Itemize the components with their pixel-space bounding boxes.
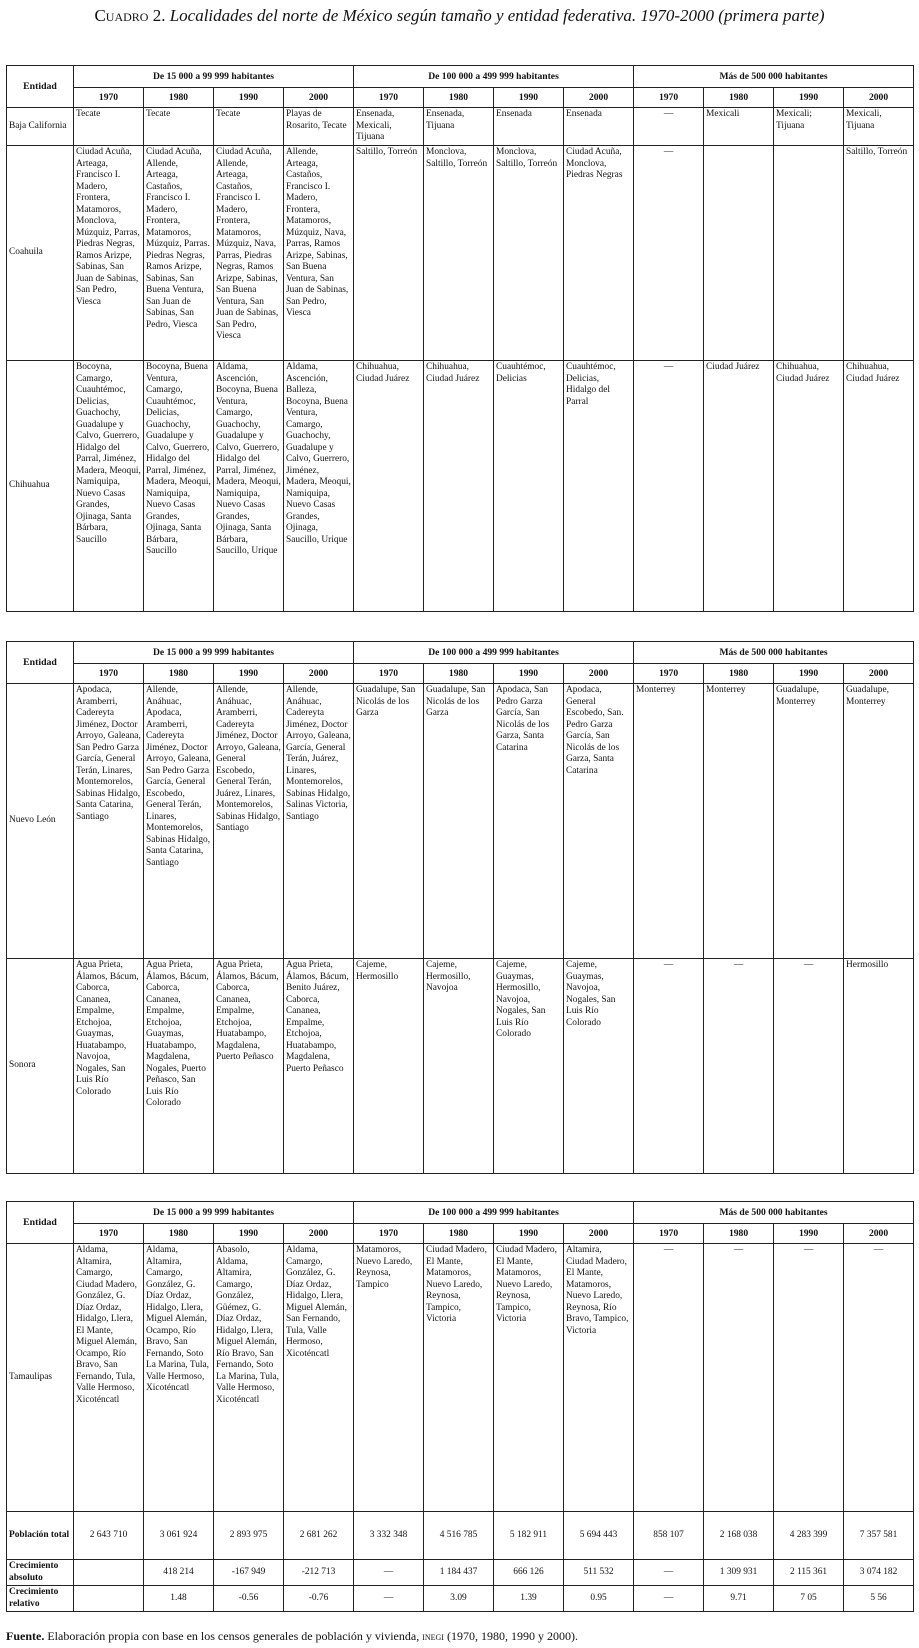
- summary-value: 5 694 443: [564, 1512, 634, 1560]
- year-header: 1990: [494, 664, 564, 684]
- entidad-header: Entidad: [7, 642, 74, 684]
- header-row-groups: [7, 1202, 914, 1224]
- localities-cell: Allende, Anáhuac, Aramberri, Cadereyta Jiménez, Doctor Arroyo, Galeana, General Escobedo, General Terán, Juárez, Linares, Montemorelos, Sabinas Hidalgo, Santiago: [214, 684, 284, 959]
- localities-cell: Mexicali; Tijuana: [774, 108, 844, 146]
- state-name: Tamaulipas: [7, 1244, 74, 1512]
- group-header: Más de 500 000 habitantes: [634, 66, 914, 88]
- summary-value: -0.56: [214, 1586, 284, 1612]
- localities-cell: Aldama, Altamira, Camargo, González, G. Díaz Ordaz, Hidalgo, Llera, Miguel Alemán, Ocampo, Río Bravo, San Fernando, Soto La Marina, Tula, Valle Hermoso, Xicoténcatl: [144, 1244, 214, 1512]
- summary-value: 3.09: [424, 1586, 494, 1612]
- localities-cell: Ensenada, Tijuana: [424, 108, 494, 146]
- localities-cell: Chihuahua, Ciudad Juárez: [844, 361, 914, 612]
- localities-cell: Tecate: [144, 108, 214, 146]
- localities-cell: Ciudad Acuña, Arteaga, Francisco I. Madero, Frontera, Matamoros, Monclova, Múzquiz, Parras, Piedras Negras, Ramos Arizpe, Sabinas, San Juan de Sabinas, San Pedro, Viesca: [74, 146, 144, 361]
- localities-cell: Bocoyna, Buena Ventura, Camargo, Cuauhtémoc, Delicias, Guachochy, Guadalupe y Calvo, Guerrero, Hidalgo del Parral, Jiménez, Madera, Meoqui, Namiquipa, Nuevo Casas Grandes, Ojinaga, Santa Bárbara, Saucillo: [144, 361, 214, 612]
- group-header: De 100 000 a 499 999 habitantes: [354, 66, 634, 88]
- summary-value: -167 949: [214, 1560, 284, 1586]
- group-header: De 100 000 a 499 999 habitantes: [354, 642, 634, 664]
- localities-cell: Chihuahua, Ciudad Juárez: [354, 361, 424, 612]
- summary-value: 0.95: [564, 1586, 634, 1612]
- year-header: 1970: [634, 1224, 704, 1244]
- localities-cell: Monclova, Saltillo, Torreón: [494, 146, 564, 361]
- localities-cell: Agua Prieta, Álamos, Bácum, Benito Juárez, Caborca, Cananea, Empalme, Etchojoa, Huatabampo, Magdalena, Puerto Peñasco: [284, 959, 354, 1174]
- localities-cell: Hermosillo: [844, 959, 914, 1174]
- summary-value: -0.76: [284, 1586, 354, 1612]
- localities-cell: Monterrey: [704, 684, 774, 959]
- localities-cell: Mexicali: [704, 108, 774, 146]
- summary-value: 666 126: [494, 1560, 564, 1586]
- year-header: 1990: [214, 664, 284, 684]
- summary-value: 4 283 399: [774, 1512, 844, 1560]
- localities-cell: Abasolo, Aldama, Altamira, Camargo, González, Güémez, G. Díaz Ordaz, Hidalgo, Llera, Miguel Alemán, Río Bravo, San Fernando, Soto La Marina, Tula, Valle Hermoso, Xicoténcatl: [214, 1244, 284, 1512]
- state-row: [7, 959, 914, 1174]
- header-row-years: [7, 88, 914, 108]
- year-header: 1980: [424, 1224, 494, 1244]
- localities-cell: Guadalupe, Monterrey: [774, 684, 844, 959]
- year-header: 1970: [354, 88, 424, 108]
- summary-value: [74, 1560, 144, 1586]
- header-row-years: [7, 1224, 914, 1244]
- header-row-groups: [7, 66, 914, 88]
- state-row: [7, 108, 914, 146]
- header-row-groups: [7, 642, 914, 664]
- year-header: 2000: [564, 88, 634, 108]
- year-header: 1980: [704, 664, 774, 684]
- year-header: 1970: [74, 664, 144, 684]
- summary-value: 1.39: [494, 1586, 564, 1612]
- summary-value: 2 893 975: [214, 1512, 284, 1560]
- summary-value: [74, 1586, 144, 1612]
- year-header: 1990: [774, 1224, 844, 1244]
- year-header: 1980: [424, 88, 494, 108]
- group-header: De 15 000 a 99 999 habitantes: [74, 66, 354, 88]
- summary-value: 3 074 182: [844, 1560, 914, 1586]
- localities-cell: Aldama, Camargo, González, G. Díaz Ordaz, Hidalgo, Llera, Miguel Alemán, San Fernando, Tula, Valle Hermoso, Xicoténcatl: [284, 1244, 354, 1512]
- source-text-after: (1970, 1980, 1990 y 2000).: [446, 1629, 578, 1643]
- localities-cell: Ciudad Madero, El Mante, Matamoros, Nuevo Laredo, Reynosa, Tampico, Victoria: [494, 1244, 564, 1512]
- localities-cell: Bocoyna, Camargo, Cuauhtémoc, Delicias, Guachochy, Guadalupe y Calvo, Guerrero, Hidalgo del Parral, Jiménez, Madera, Meoqui, Namiquipa, Nuevo Casas Grandes, Ojinaga, Santa Bárbara, Saucillo: [74, 361, 144, 612]
- summary-value: 1 184 437: [424, 1560, 494, 1586]
- localities-cell: Ciudad Acuña, Allende, Arteaga, Castaños, Francisco I. Madero, Frontera, Matamoros, Múzquiz, Nava, Parras, Piedras Negras, Ramos Arizpe, Sabinas, San Buena Ventura, San Juan de Sabinas, San Pedro, Viesca: [214, 146, 284, 361]
- summary-value: 2 681 262: [284, 1512, 354, 1560]
- summary-label: Crecimiento absoluto: [7, 1560, 74, 1586]
- localities-cell: Aldama, Ascención, Bocoyna, Buena Ventura, Camargo, Guachochy, Guadalupe y Calvo, Guerrero, Hidalgo del Parral, Jiménez, Madera, Meoqui, Namiquipa, Nuevo Casas Grandes, Ojinaga, Santa Bárbara, Saucillo, Urique: [214, 361, 284, 612]
- localities-cell: Monterrey: [634, 684, 704, 959]
- localities-cell: Ciudad Acuña, Monclova, Piedras Negras: [564, 146, 634, 361]
- group-header: De 100 000 a 499 999 habitantes: [354, 1202, 634, 1224]
- year-header: 2000: [284, 88, 354, 108]
- localities-cell: Cajeme, Hermosillo: [354, 959, 424, 1174]
- localities-cell: —: [634, 108, 704, 146]
- year-header: 2000: [844, 664, 914, 684]
- localities-cell: [704, 146, 774, 361]
- year-header: 1990: [214, 1224, 284, 1244]
- summary-value: 7 05: [774, 1586, 844, 1612]
- source-text-before: Elaboración propia con base en los censos generales de población y vivienda,: [47, 1629, 420, 1643]
- year-header: 1980: [144, 664, 214, 684]
- summary-value: 418 214: [144, 1560, 214, 1586]
- localities-cell: Ensenada: [564, 108, 634, 146]
- state-name: Chihuahua: [7, 361, 74, 612]
- localities-cell: Allende, Arteaga, Castaños, Francisco I. Madero, Frontera, Matamoros, Múzquiz, Nava, Parras, Ramos Arizpe, Sabinas, San Buena Ventura, San Juan de Sabinas, San Pedro, Viesca: [284, 146, 354, 361]
- table-part-1: [6, 65, 914, 612]
- summary-value: 1.48: [144, 1586, 214, 1612]
- table-part-3: [6, 1201, 914, 1612]
- localities-cell: Playas de Rosarito, Tecate: [284, 108, 354, 146]
- summary-value: 3 332 348: [354, 1512, 424, 1560]
- summary-row: [7, 1512, 914, 1560]
- localities-cell: Guadalupe, Monterrey: [844, 684, 914, 959]
- year-header: 1970: [354, 664, 424, 684]
- source-inegi: inegi: [422, 1629, 444, 1643]
- year-header: 2000: [284, 664, 354, 684]
- localities-cell: —: [774, 1244, 844, 1512]
- year-header: 1990: [774, 664, 844, 684]
- summary-row: [7, 1586, 914, 1612]
- summary-value: 5 56: [844, 1586, 914, 1612]
- localities-cell: Matamoros, Nuevo Laredo, Reynosa, Tampico: [354, 1244, 424, 1512]
- year-header: 2000: [844, 1224, 914, 1244]
- localities-cell: Saltillo, Torreón: [844, 146, 914, 361]
- summary-value: 9.71: [704, 1586, 774, 1612]
- state-row: [7, 146, 914, 361]
- year-header: 1990: [774, 88, 844, 108]
- localities-cell: Ciudad Madero, El Mante, Matamoros, Nuevo Laredo, Reynosa, Tampico, Victoria: [424, 1244, 494, 1512]
- group-header: Más de 500 000 habitantes: [634, 642, 914, 664]
- state-name: Nuevo León: [7, 684, 74, 959]
- state-row: [7, 1244, 914, 1512]
- state-name: Sonora: [7, 959, 74, 1174]
- source-label: Fuente.: [6, 1629, 45, 1643]
- year-header: 1980: [704, 88, 774, 108]
- localities-cell: —: [704, 959, 774, 1174]
- localities-cell: —: [634, 1244, 704, 1512]
- localities-cell: Cuauhtémoc, Delicias: [494, 361, 564, 612]
- year-header: 2000: [284, 1224, 354, 1244]
- summary-value: 511 532: [564, 1560, 634, 1586]
- year-header: 1980: [144, 88, 214, 108]
- table-part-2: [6, 641, 914, 1174]
- year-header: 1970: [634, 88, 704, 108]
- localities-cell: Guadalupe, San Nicolás de los Garza: [354, 684, 424, 959]
- year-header: 1980: [704, 1224, 774, 1244]
- localities-cell: Aldama, Ascención, Balleza, Bocoyna, Buena Ventura, Camargo, Guachochy, Guadalupe y Calvo, Guerrero, Jiménez, Madera, Meoqui, Namiquipa, Nuevo Casas Grandes, Ojinaga, Saucillo, Urique: [284, 361, 354, 612]
- localities-cell: Allende, Anáhuac, Apodaca, Aramberri, Cadereyta Jiménez, Doctor Arroyo, Galeana, San Pedro Garza García, General Escobedo, General Terán, Linares, Montemorelos, Sabinas Hidalgo, Santa Catarina, Santiago: [144, 684, 214, 959]
- summary-value: 5 182 911: [494, 1512, 564, 1560]
- summary-value: 1 309 931: [704, 1560, 774, 1586]
- year-header: 1980: [424, 664, 494, 684]
- year-header: 2000: [564, 664, 634, 684]
- summary-value: 3 061 924: [144, 1512, 214, 1560]
- summary-value: 2 643 710: [74, 1512, 144, 1560]
- localities-cell: Chihuahua, Ciudad Juárez: [774, 361, 844, 612]
- localities-cell: [774, 146, 844, 361]
- state-name: Baja California: [7, 108, 74, 146]
- cuadro-label: Cuadro 2.: [94, 6, 166, 25]
- localities-cell: Ciudad Juárez: [704, 361, 774, 612]
- summary-label: Crecimiento relativo: [7, 1586, 74, 1612]
- year-header: 1970: [354, 1224, 424, 1244]
- localities-cell: Tecate: [214, 108, 284, 146]
- localities-cell: Ciudad Acuña, Allende, Arteaga, Castaños, Francisco I. Madero, Frontera, Matamoros, Múzquiz, Parras. Piedras Negras, Ramos Arizpe, Sabinas, San Buena Ventura, San Juan de Sabinas, San Pedro, Viesca: [144, 146, 214, 361]
- localities-cell: Tecate: [74, 108, 144, 146]
- localities-cell: Aldama, Altamira, Camargo, Ciudad Madero, González, G. Díaz Ordaz, Hidalgo, Llera, El Mante, Miguel Alemán, Ocampo, Río Bravo, San Fernando, Tula, Valle Hermoso, Xicoténcatl: [74, 1244, 144, 1512]
- summary-value: —: [354, 1586, 424, 1612]
- state-row: [7, 361, 914, 612]
- localities-cell: Cajeme, Guaymas, Navojoa, Nogales, San Luis Río Colorado: [564, 959, 634, 1174]
- summary-value: 858 107: [634, 1512, 704, 1560]
- localities-cell: —: [634, 361, 704, 612]
- table-title: [0, 6, 919, 26]
- summary-value: —: [354, 1560, 424, 1586]
- year-header: 1970: [634, 664, 704, 684]
- localities-cell: —: [634, 959, 704, 1174]
- header-row-years: [7, 664, 914, 684]
- localities-cell: Apodaca, General Escobedo, San. Pedro Garza García, San Nicolás de los Garza, Santa Catarina: [564, 684, 634, 959]
- localities-cell: Cuauhtémoc, Delicias, Hidalgo del Parral: [564, 361, 634, 612]
- year-header: 2000: [844, 88, 914, 108]
- localities-cell: Ensenada: [494, 108, 564, 146]
- title-text: Localidades del norte de México según tamaño y entidad federativa. 1970-2000 (primera parte): [169, 6, 825, 25]
- localities-cell: —: [774, 959, 844, 1174]
- year-header: 1970: [74, 1224, 144, 1244]
- localities-cell: Altamira, Ciudad Madero, El Mante, Matamoros, Nuevo Laredo, Reynosa, Río Bravo, Tampico, Victoria: [564, 1244, 634, 1512]
- localities-cell: Guadalupe, San Nicolás de los Garza: [424, 684, 494, 959]
- summary-value: 4 516 785: [424, 1512, 494, 1560]
- year-header: 1990: [494, 88, 564, 108]
- state-name: Coahuila: [7, 146, 74, 361]
- entidad-header: Entidad: [7, 1202, 74, 1244]
- summary-value: 2 168 038: [704, 1512, 774, 1560]
- year-header: 1980: [144, 1224, 214, 1244]
- year-header: 2000: [564, 1224, 634, 1244]
- localities-cell: Agua Prieta, Álamos, Bácum, Caborca, Cananea, Empalme, Etchojoa, Huatabampo, Magdalena, Puerto Peñasco: [214, 959, 284, 1174]
- localities-cell: Cajeme, Guaymas, Hermosillo, Navojoa, Nogales, San Luis Río Colorado: [494, 959, 564, 1174]
- year-header: 1990: [494, 1224, 564, 1244]
- localities-cell: Allende, Anáhuac, Cadereyta Jiménez, Doctor Arroyo, Galeana, García, General Terán, Juárez, Linares, Montemorelos, Sabinas Hidalgo, Salinas Victoria, Santiago: [284, 684, 354, 959]
- localities-cell: —: [844, 1244, 914, 1512]
- year-header: 1990: [214, 88, 284, 108]
- localities-cell: —: [704, 1244, 774, 1512]
- summary-label: Población total: [7, 1512, 74, 1560]
- localities-cell: Agua Prieta, Álamos, Bácum, Caborca, Cananea, Empalme, Etchojoa, Guaymas, Huatabampo, Magdalena, Nogales, Puerto Peñasco, San Luis Río Colorado: [144, 959, 214, 1174]
- summary-value: 7 357 581: [844, 1512, 914, 1560]
- summary-row: [7, 1560, 914, 1586]
- group-header: De 15 000 a 99 999 habitantes: [74, 642, 354, 664]
- entidad-header: Entidad: [7, 66, 74, 108]
- group-header: De 15 000 a 99 999 habitantes: [74, 1202, 354, 1224]
- localities-cell: —: [634, 146, 704, 361]
- localities-cell: Ensenada, Mexicali, Tijuana: [354, 108, 424, 146]
- source-note: [6, 1629, 578, 1644]
- year-header: 1970: [74, 88, 144, 108]
- localities-cell: Agua Prieta, Álamos, Bácum, Caborca, Cananea, Empalme, Etchojoa, Guaymas, Huatabampo, Navojoa, Nogales, San Luis Río Colorado: [74, 959, 144, 1174]
- summary-value: 2 115 361: [774, 1560, 844, 1586]
- localities-cell: Chihuahua, Ciudad Juárez: [424, 361, 494, 612]
- localities-cell: Monclova, Saltillo, Torreón: [424, 146, 494, 361]
- summary-value: -212 713: [284, 1560, 354, 1586]
- group-header: Más de 500 000 habitantes: [634, 1202, 914, 1224]
- localities-cell: Saltillo, Torreón: [354, 146, 424, 361]
- localities-cell: Mexicali, Tijuana: [844, 108, 914, 146]
- localities-cell: Apodaca, Aramberri, Cadereyta Jiménez, Doctor Arroyo, Galeana, San Pedro Garza García, General Terán, Linares, Montemorelos, Sabinas Hidalgo, Santa Catarina, Santiago: [74, 684, 144, 959]
- state-row: [7, 684, 914, 959]
- localities-cell: Apodaca, San Pedro Garza García, San Nicolás de los Garza, Santa Catarina: [494, 684, 564, 959]
- localities-cell: Cajeme, Hermosillo, Navojoa: [424, 959, 494, 1174]
- summary-value: —: [634, 1586, 704, 1612]
- summary-value: —: [634, 1560, 704, 1586]
